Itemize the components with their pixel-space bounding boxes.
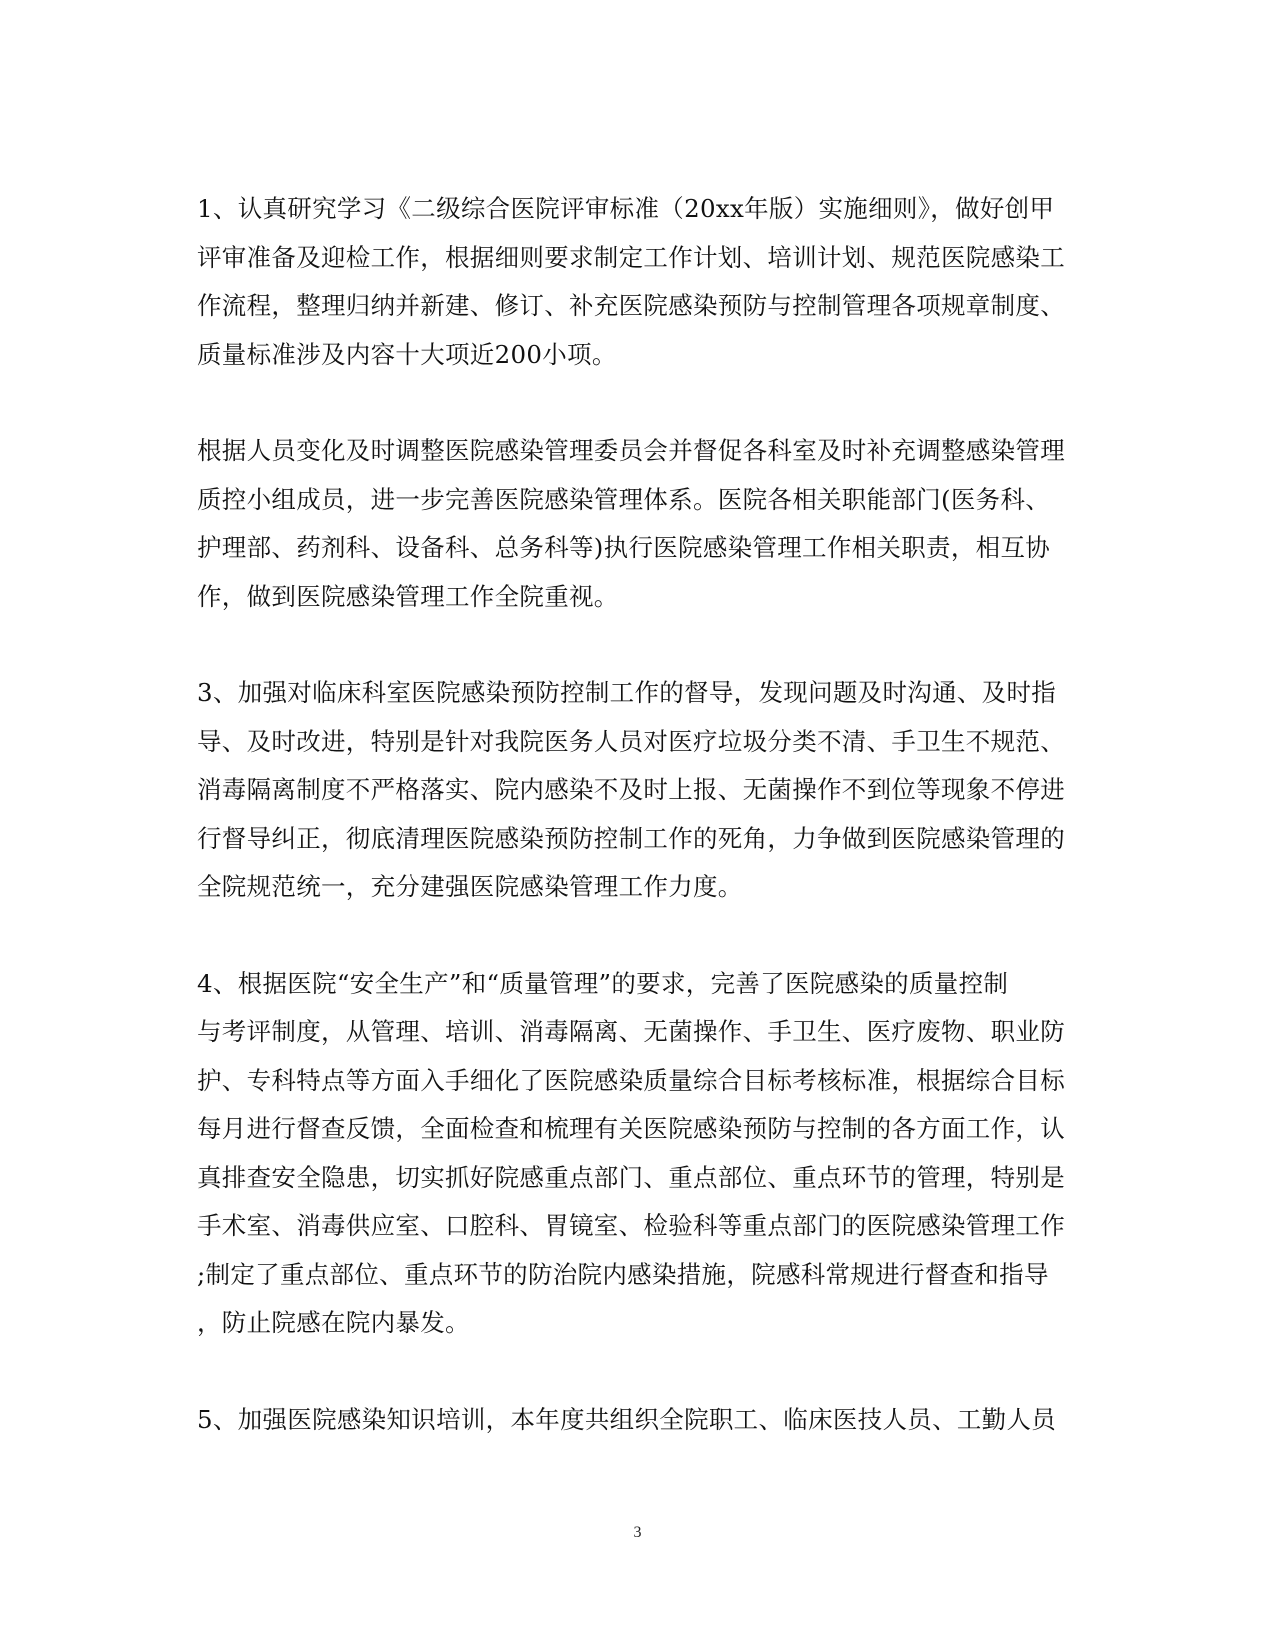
paragraph-line: 质控小组成员，进一步完善医院感染管理体系。医院各相关职能部门(医务科、 [197,484,1051,514]
paragraph-line: 消毒隔离制度不严格落实、院内感染不及时上报、无菌操作不到位等现象不停进 [197,775,1065,804]
paragraph-3 [197,669,1077,912]
paragraph-line: 与考评制度，从管理、培训、消毒隔离、无菌操作、手卫生、医疗废物、职业防 [197,1017,1065,1046]
paragraph-line: 作，做到医院感染管理工作全院重视。 [197,581,619,611]
paragraph-line: 3、加强对临床科室医院感染预防控制工作的督导，发现问题及时沟通、及时指 [197,678,1057,707]
paragraph-line: 导、及时改进，特别是针对我院医务人员对医疗垃圾分类不清、手卫生不规范、 [197,726,1065,756]
paragraph-line: 全院规范统一，充分建强医院感染管理工作力度。 [197,872,743,901]
paragraph-1 [197,185,1077,379]
paragraph-line: 每月进行督查反馈，全面检查和梳理有关医院感染预防与控制的各方面工作，认 [197,1114,1065,1143]
paragraph-line: 根据人员变化及时调整医院感染管理委员会并督促各科室及时补充调整感染管理 [197,436,1065,465]
paragraph-line: 手术室、消毒供应室、口腔科、胃镜室、检验科等重点部门的医院感染管理工作 [197,1211,1065,1240]
paragraph-5 [197,1396,1077,1445]
paragraph-line: 真排查安全隐患，切实抓好院感重点部门、重点部位、重点环节的管理，特别是 [197,1162,1065,1192]
paragraph-line: 护理部、药剂科、设备科、总务科等)执行医院感染管理工作相关职责，相互协 [197,533,1051,562]
paragraph-line: ，防止院感在院内暴发。 [197,1308,470,1337]
paragraph-4 [197,960,1077,1348]
document-body [197,185,1077,1444]
paragraph-line: 质量标准涉及内容十大项近200小项。 [197,339,617,369]
paragraph-2 [197,427,1077,621]
paragraph-line: 行督导纠正，彻底清理医院感染预防控制工作的死角，力争做到医院感染管理的 [197,823,1065,853]
paragraph-line: ;制定了重点部位、重点环节的防治院内感染措施，院感科常规进行督查和指导 [197,1259,1049,1289]
paragraph-line: 护、专科特点等方面入手细化了医院感染质量综合目标考核标准，根据综合目标 [197,1065,1065,1095]
paragraph-line: 评审准备及迎检工作，根据细则要求制定工作计划、培训计划、规范医院感染工 [197,242,1065,272]
page-number: 3 [633,1524,642,1541]
paragraph-line: 作流程，整理归纳并新建、修订、补充医院感染预防与控制管理各项规章制度、 [197,291,1065,320]
paragraph-line: 4、根据医院“安全生产”和“质量管理”的要求，完善了医院感染的质量控制 [197,968,1009,998]
paragraph-line: 1、认真研究学习《二级综合医院评审标准（20xx年版）实施细则》，做好创甲 [197,194,1055,223]
paragraph-line: 5、加强医院感染知识培训，本年度共组织全院职工、临床医技人员、工勤人员 [197,1404,1057,1434]
